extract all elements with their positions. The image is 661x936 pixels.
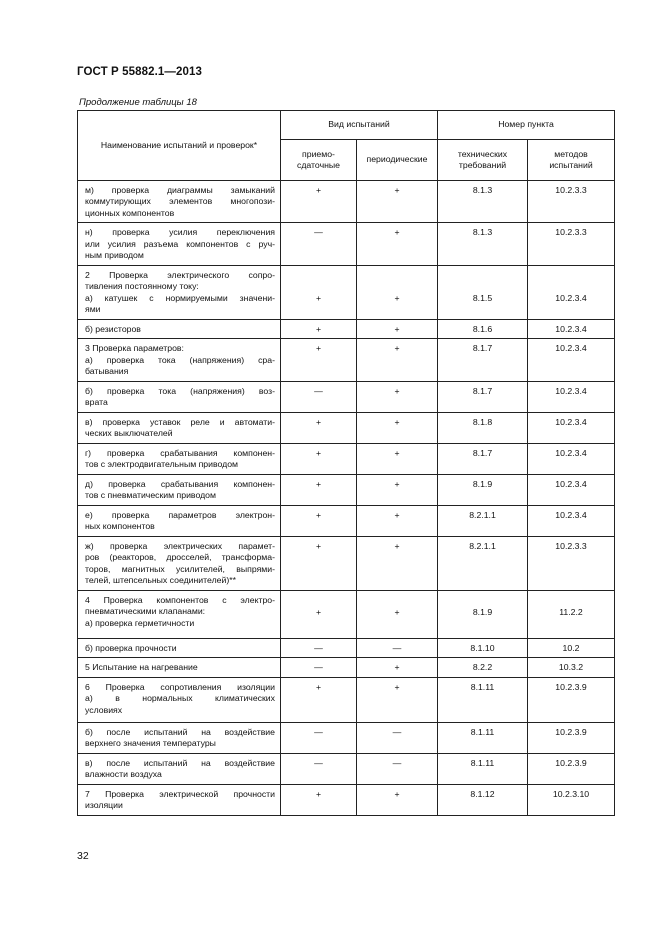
test-name-cell: г) проверка срабатывания компонен- тов с электродвигательным приводом [78,443,281,474]
periodic-cell: — [357,638,438,657]
acceptance-cell: + [281,784,357,815]
test-method-cell: 10.2.3.3 [528,181,615,223]
periodic-cell: — [357,722,438,753]
tech-requirement-cell: 8.2.1.1 [438,536,528,590]
table-row [78,474,615,505]
test-name-cell: е) проверка параметров электрон- ных компонентов [78,505,281,536]
acceptance-cell: + [281,265,357,319]
periodic-cell: + [357,223,438,265]
test-method-cell: 10.2.3.3 [528,536,615,590]
page-number: 32 [77,850,89,862]
test-method-cell: 10.2.3.4 [528,319,615,338]
table-row [78,722,615,753]
test-method-cell: 10.2.3.9 [528,722,615,753]
test-name-cell: 5 Испытание на нагревание [78,658,281,677]
tech-requirement-cell: 8.1.3 [438,181,528,223]
tech-requirement-cell: 8.1.7 [438,339,528,381]
acceptance-cell: + [281,536,357,590]
acceptance-cell: + [281,339,357,381]
test-method-cell: 10.2.3.4 [528,412,615,443]
tech-requirement-cell: 8.2.1.1 [438,505,528,536]
test-name-cell: д) проверка срабатывания компонен- тов с пневматическим приводом [78,474,281,505]
test-name-cell: б) проверка тока (напряжения) воз- врата [78,381,281,412]
acceptance-cell: — [281,638,357,657]
periodic-cell: + [357,381,438,412]
table-row [78,638,615,657]
test-method-cell: 11.2.2 [528,590,615,638]
tech-requirement-cell: 8.1.10 [438,638,528,657]
tech-requirement-cell: 8.1.11 [438,753,528,784]
test-name-cell: б) проверка прочности [78,638,281,657]
test-name-cell: 4 Проверка компонентов с электро- пневматическими клапанами: а) проверка герметичности [78,590,281,638]
test-name-cell: 6 Проверка сопротивления изоляции а) в нормальных климатических условиях [78,677,281,722]
tech-requirement-cell: 8.1.7 [438,381,528,412]
tech-requirement-cell: 8.2.2 [438,658,528,677]
test-name-cell: ж) проверка электрических парамет- ров (реакторов, дросселей, трансформа- торов, магнитных усилителей, выпрями- телей, штепсельных соединителей)** [78,536,281,590]
test-method-cell: 10.2.3.4 [528,339,615,381]
test-name-cell: в) проверка уставок реле и автомати- ческих выключателей [78,412,281,443]
test-name-cell: б) резисторов [78,319,281,338]
tests-table [77,110,615,816]
test-name-cell: 3 Проверка параметров: а) проверка тока (напряжения) сра- батывания [78,339,281,381]
periodic-cell: + [357,443,438,474]
tech-requirement-cell: 8.1.11 [438,722,528,753]
col-header-name: Наименование испытаний и проверок* [78,111,281,181]
acceptance-cell: + [281,505,357,536]
periodic-cell: + [357,505,438,536]
test-method-cell: 10.3.2 [528,658,615,677]
acceptance-cell: + [281,443,357,474]
acceptance-cell: — [281,381,357,412]
acceptance-cell: — [281,722,357,753]
col-header-acceptance: приемо- сдаточные [281,140,357,181]
test-method-cell: 10.2 [528,638,615,657]
table-row [78,443,615,474]
test-method-cell: 10.2.3.9 [528,677,615,722]
test-name-cell: н) проверка усилия переключения или усилия разъема компонентов с руч- ным приводом [78,223,281,265]
col-header-tech-requirements: технических требований [438,140,528,181]
test-method-cell: 10.2.3.4 [528,505,615,536]
table-row [78,784,615,815]
periodic-cell: + [357,784,438,815]
table-row [78,339,615,381]
group-header-item-number: Номер пункта [438,111,615,140]
test-method-cell: 10.2.3.4 [528,474,615,505]
table-caption: Продолжение таблицы 18 [79,97,197,108]
periodic-cell: + [357,181,438,223]
acceptance-cell: + [281,677,357,722]
group-header-test-type: Вид испытаний [281,111,438,140]
tech-requirement-cell: 8.1.12 [438,784,528,815]
acceptance-cell: — [281,658,357,677]
table-row [78,319,615,338]
tech-requirement-cell: 8.1.5 [438,265,528,319]
col-header-test-methods: методов испытаний [528,140,615,181]
table-row [78,381,615,412]
col-header-periodic: периодические [357,140,438,181]
table-row [78,677,615,722]
periodic-cell: — [357,753,438,784]
table-row [78,181,615,223]
table-row [78,265,615,319]
test-name-cell: м) проверка диаграммы замыканий коммутирующих элементов многопози- ционных компонентов [78,181,281,223]
tech-requirement-cell: 8.1.11 [438,677,528,722]
test-name-cell: в) после испытаний на воздействие влажности воздуха [78,753,281,784]
test-method-cell: 10.2.3.4 [528,265,615,319]
test-name-cell: 2 Проверка электрического сопро- тивления постоянному току: а) катушек с нормируемыми значени- ями [78,265,281,319]
tech-requirement-cell: 8.1.7 [438,443,528,474]
acceptance-cell: + [281,319,357,338]
tech-requirement-cell: 8.1.8 [438,412,528,443]
table-row [78,505,615,536]
test-method-cell: 10.2.3.4 [528,443,615,474]
table-row [78,412,615,443]
test-method-cell: 10.2.3.3 [528,223,615,265]
acceptance-cell: + [281,181,357,223]
periodic-cell: + [357,339,438,381]
document-code-header: ГОСТ Р 55882.1—2013 [77,66,202,78]
table-row [78,223,615,265]
tech-requirement-cell: 8.1.3 [438,223,528,265]
acceptance-cell: + [281,590,357,638]
acceptance-cell: + [281,412,357,443]
periodic-cell: + [357,536,438,590]
table-row [78,536,615,590]
tech-requirement-cell: 8.1.9 [438,474,528,505]
tech-requirement-cell: 8.1.9 [438,590,528,638]
periodic-cell: + [357,412,438,443]
test-method-cell: 10.2.3.9 [528,753,615,784]
periodic-cell: + [357,265,438,319]
test-method-cell: 10.2.3.10 [528,784,615,815]
periodic-cell: + [357,474,438,505]
table-row [78,658,615,677]
periodic-cell: + [357,590,438,638]
acceptance-cell: + [281,474,357,505]
test-method-cell: 10.2.3.4 [528,381,615,412]
acceptance-cell: — [281,753,357,784]
acceptance-cell: — [281,223,357,265]
periodic-cell: + [357,658,438,677]
table-row [78,590,615,638]
test-name-cell: б) после испытаний на воздействие верхнего значения температуры [78,722,281,753]
test-name-cell: 7 Проверка электрической прочности изоляции [78,784,281,815]
periodic-cell: + [357,319,438,338]
table-row [78,753,615,784]
tech-requirement-cell: 8.1.6 [438,319,528,338]
periodic-cell: + [357,677,438,722]
